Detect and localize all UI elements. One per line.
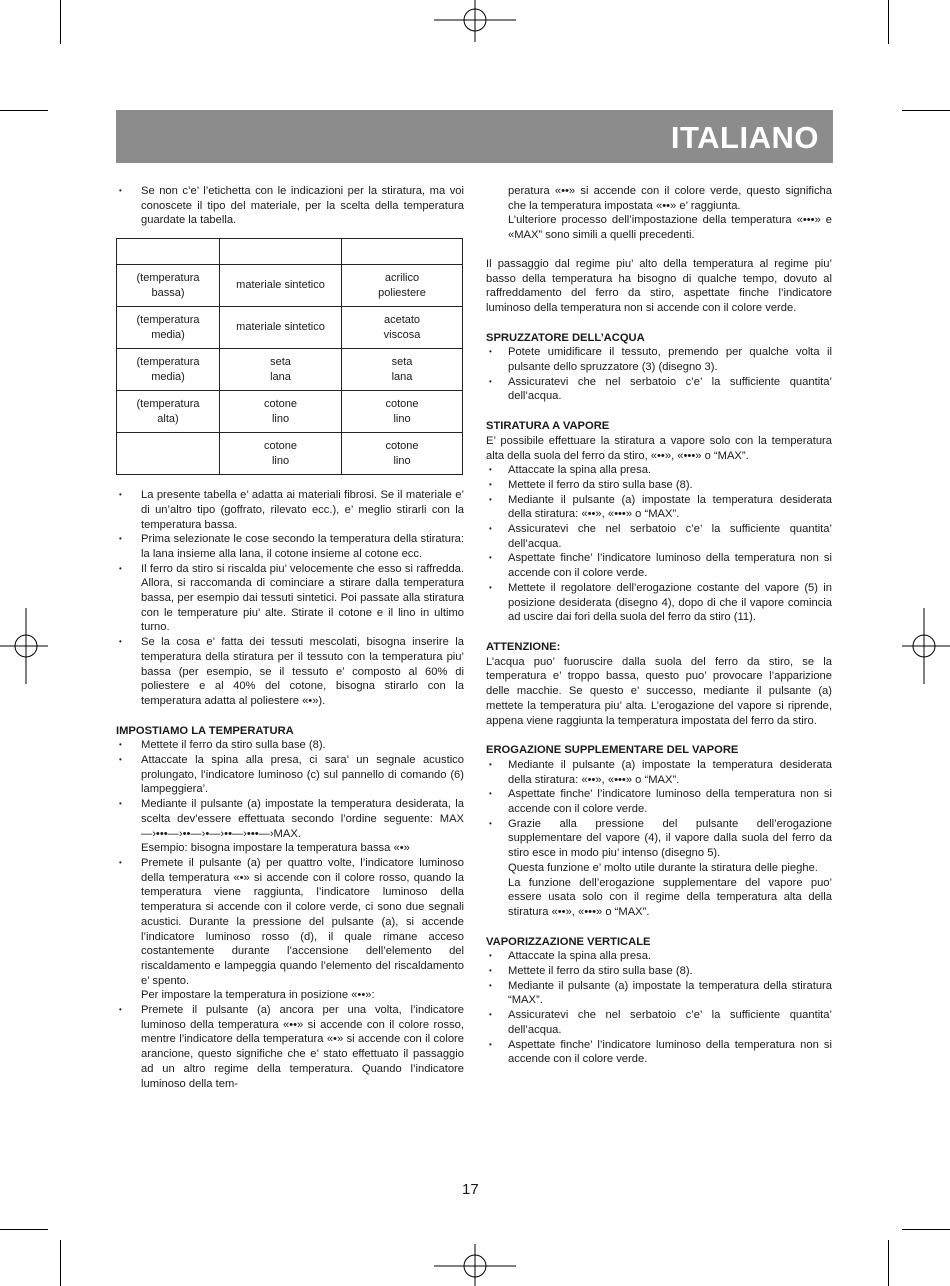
list-item: • Mettete il ferro da stiro sulla base (8). <box>116 738 464 753</box>
registration-mark-icon <box>902 608 950 684</box>
list-item: • Assicuratevi che nel serbatoio c’e’ la sufficiente quantita’ dell’acqua. <box>486 375 832 404</box>
table-header-row <box>117 239 463 265</box>
table-cell: cotone lino <box>220 391 342 433</box>
list-item: • Il ferro da stiro si riscalda piu’ velocemente che esso si raffredda. Allora, si raccomanda di cominciare a stirare dalla temperatura bassa, per esempio dai tessuti sintetici. Poi passate alla stiratura con le temperature piu’ alte. Stirate il cotone e il lino in ultimo turno. <box>116 562 464 636</box>
list-item: • Mettete il ferro da stiro sulla base (8). <box>486 478 832 493</box>
table-cell <box>342 239 463 265</box>
table-cell: (temperatura media) <box>117 349 220 391</box>
table-cell: (temperatura bassa) <box>117 265 220 307</box>
table-cell <box>117 239 220 265</box>
section-heading: STIRATURA A VAPORE <box>486 420 610 433</box>
paragraph: E’ possibile effettuare la stiratura a vapore solo con la temperatura alta della suola del ferro da stiro, «••», «•••» o “MAX”. <box>486 434 832 462</box>
list-item: • La presente tabella e’ adatta ai materiali fibrosi. Se il materiale e’ di un’altro tipo (goffrato, rilevato ecc.), e’ meglio stirarli con la temperatura bassa. <box>116 488 464 532</box>
list-item: • Aspettate finche’ l’indicatore luminoso della temperatura non si accende con il colore verde. <box>486 1038 832 1067</box>
table-cell: acrilico poliestere <box>342 265 463 307</box>
table-row <box>117 307 463 349</box>
page-number: 17 <box>462 1181 479 1198</box>
paragraph: L’acqua puo’ fuoruscire dalla suola del ferro da stiro, se la temperatura e’ troppo bassa, questo puo’ provocare l’apparizione delle macchie. Se questo e’ successo, mediante il pulsante (a) mettete la temperatura piu’ alta. L’erogazione del vapore si riprende, appena viene raggiunta la temperatura impostata del ferro da stiro. <box>486 655 832 727</box>
crop-mark <box>0 1229 48 1230</box>
list-item: • Aspettate finche’ l’indicatore luminoso della temperatura non si accende con il colore verde. <box>486 787 832 816</box>
list-item: • Se la cosa e’ fatta dei tessuti mescolati, bisogna inserire la temperatura della stiratura per il tessuto con la temperatura piu’ bassa (per esempio, se il tessuto e’ composto al 60% di poliestere e al 40% del cotone, bisogna stirarlo con la temperatura adatta al poliestere «•»). <box>116 635 464 709</box>
language-banner <box>116 110 833 163</box>
table-cell: seta lana <box>220 349 342 391</box>
list-item: • Attaccate la spina alla presa, ci sara’ un segnale acustico prolungato, l’indicatore luminoso (c) sul pannello di comando (6) lampeggiera’. <box>116 753 464 797</box>
crop-mark <box>0 110 48 111</box>
list-item: • Prima selezionate le cose secondo la temperatura della stiratura: la lana insieme alla lana, il cotone insieme al cotone ecc. <box>116 532 464 561</box>
left-column <box>116 184 464 1091</box>
crop-mark <box>888 0 889 44</box>
table-cell: cotone lino <box>220 433 342 475</box>
continued-paragraph: L’ulteriore processo dell’impostazione della temperatura «•••» e «MAX” sono simili a quelli precedenti. <box>508 214 832 242</box>
table-cell: acetato viscosa <box>342 307 463 349</box>
example-text: Esempio: bisogna impostare la temperatura bassa «•» <box>141 842 410 855</box>
crop-mark <box>888 1240 889 1286</box>
table-cell: materiale sintetico <box>220 265 342 307</box>
table-row <box>117 391 463 433</box>
list-item: • Mediante il pulsante (a) impostate la temperatura della stiratura “MAX”. <box>486 979 832 1008</box>
section-heading: SPRUZZATORE DELL’ACQUA <box>486 331 645 344</box>
list-item: • Mediante il pulsante (a) impostate la temperatura desiderata, la scelta dev’essere effettuata secondo l’ordine seguente: MAX—›•••—›••—›•—›••—›•••—›MAX. <box>116 797 464 841</box>
crop-mark <box>902 110 950 111</box>
crop-mark <box>60 1240 61 1286</box>
list-item: • Attaccate la spina alla presa. <box>486 949 832 964</box>
table-cell <box>220 239 342 265</box>
table-row <box>117 433 463 475</box>
crop-mark <box>60 0 61 44</box>
spacer <box>486 243 832 257</box>
section-heading: EROGAZIONE SUPPLEMENTARE DEL VAPORE <box>486 744 739 757</box>
registration-mark-icon <box>434 0 516 60</box>
table-cell <box>117 433 220 475</box>
table-row <box>117 349 463 391</box>
table-cell: seta lana <box>342 349 463 391</box>
list-item: • Potete umidificare il tessuto, premendo per qualche volta il pulsante dello spruzzatore (3) (disegno 3). <box>486 345 832 374</box>
paragraph: Il passaggio dal regime piu’ alto della temperatura al regime piu’ basso della temperatura ha bisogno di qualche tempo, dovuto al raffreddamento del ferro da stiro, aspettate finche l’indicatore luminoso della temperatura non si accende con il colore verde. <box>486 257 832 314</box>
section-heading: IMPOSTIAMO LA TEMPERATURA <box>116 724 294 737</box>
section-heading: VAPORIZZAZIONE VERTICALE <box>486 935 651 948</box>
sub-paragraph: Per impostare la temperatura in posizione «••»: <box>141 989 375 1002</box>
list-item: • Assicuratevi che nel serbatoio c’e’ la sufficiente quantita’ dell’acqua. <box>486 522 832 551</box>
list-item: • Grazie alla pressione del pulsante dell’erogazione supplementare del vapore (4), il vapore dalla suola del ferro da stiro esce in modo piu’ intenso (disegno 5). <box>486 817 832 861</box>
temperature-table <box>116 238 463 475</box>
list-item: • Mettete il regolatore dell’erogazione costante del vapore (5) in posizione desiderata (disegno 4), dopo di che il vapore comincia ad uscire dai fori della suola del ferro da stiro (11). <box>486 581 832 625</box>
table-cell: (temperatura media) <box>117 307 220 349</box>
table-cell: materiale sintetico <box>220 307 342 349</box>
list-item: • Attaccate la spina alla presa. <box>486 463 832 478</box>
list-item: • Mediante il pulsante (a) impostate la temperatura desiderata della stiratura: «••», «•••» o “MAX”. <box>486 493 832 522</box>
intro-paragraph: • Se non c’e’ l’etichetta con le indicazioni per la stiratura, ma voi conoscete il tipo del materiale, per la scelta della temperatura guardate la tabella. <box>116 184 464 228</box>
table-cell: cotone lino <box>342 391 463 433</box>
registration-mark-icon <box>0 608 48 684</box>
language-title: ITALIANO <box>670 120 819 155</box>
table-row <box>117 265 463 307</box>
list-item: • Mettete il ferro da stiro sulla base (8). <box>486 964 832 979</box>
list-item: • Premete il pulsante (a) per quattro volte, l’indicatore luminoso della temperatura «•» si accende con il colore rosso, quando la temperatura viene raggiunta, l’indicatore luminoso della temperatura si accende con il colore verde, ci sono due segnali acustici. Durante la pressione del pulsante (a), si accende l’indicatore luminoso rosso (d), il quale rimane acceso costantemente durante l’accensione dell’elemento del riscaldamento e lampeggia quando l’elemento del riscaldamento e’ spento. <box>116 856 464 988</box>
sub-paragraph: La funzione dell’erogazione supplementare del vapore puo’ essere usata solo con il regime della temperatura alta della stiratura «••», «•••» o “MAX”. <box>508 876 832 918</box>
list-item: • Aspettate finche’ l’indicatore luminoso della temperatura non si accende con il colore verde. <box>486 551 832 580</box>
table-cell: cotone lino <box>342 433 463 475</box>
registration-mark-icon <box>434 1226 516 1286</box>
section-heading: ATTENZIONE: <box>486 640 561 653</box>
crop-mark <box>902 1229 950 1230</box>
sub-paragraph: Questa funzione e’ molto utile durante la stiratura delle pieghe. <box>508 861 818 874</box>
list-item: • Assicuratevi che nel serbatoio c’e’ la sufficiente quantita’ dell’acqua. <box>486 1008 832 1037</box>
continued-paragraph: peratura «••» si accende con il colore verde, questo significha che la temperatura impostata «••» e’ raggiunta. <box>508 185 832 212</box>
right-column <box>486 184 832 1067</box>
list-item: • Mediante il pulsante (a) impostate la temperatura desiderata della stiratura: «••», «•••» o “MAX”. <box>486 758 832 787</box>
list-item: • Premete il pulsante (a) ancora per una volta, l’indicatore luminoso della temperatura «••» si accende con il colore rosso, mentre l’indicatore della temperatura «•» si accende con il colore arancione, questo significhe che e’ stato effettuato il passaggio ad un altro regime della temperatura. Quando l’indicatore luminoso della tem- <box>116 1003 464 1091</box>
table-cell: (temperatura alta) <box>117 391 220 433</box>
